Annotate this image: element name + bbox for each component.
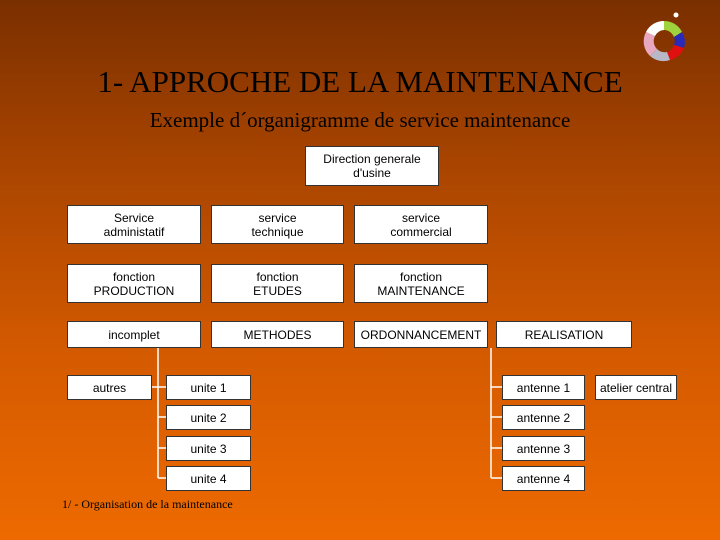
box-methodes: METHODES	[211, 321, 344, 348]
box-antenne-4: antenne 4	[502, 466, 585, 491]
box-incomplet: incomplet	[67, 321, 201, 348]
box-antenne-2: antenne 2	[502, 405, 585, 430]
box-unite-2: unite 2	[166, 405, 251, 430]
box-fonction-production: fonction PRODUCTION	[67, 264, 201, 303]
box-ordonnancement: ORDONNANCEMENT	[354, 321, 488, 348]
box-antenne-1: antenne 1	[502, 375, 585, 400]
box-service-administratif: Service administatif	[67, 205, 201, 244]
box-service-technique: service technique	[211, 205, 344, 244]
box-fonction-maintenance: fonction MAINTENANCE	[354, 264, 488, 303]
box-atelier-central: atelier central	[595, 375, 677, 400]
box-unite-4: unite 4	[166, 466, 251, 491]
box-fonction-etudes: fonction ETUDES	[211, 264, 344, 303]
slide-footer: 1/ - Organisation de la maintenance	[62, 497, 233, 511]
box-unite-1: unite 1	[166, 375, 251, 400]
box-antenne-3: antenne 3	[502, 436, 585, 461]
box-unite-3: unite 3	[166, 436, 251, 461]
box-autres: autres	[67, 375, 152, 400]
box-direction: Direction generale d'usine	[305, 146, 439, 186]
slide-subtitle: Exemple d´organigramme de service maintenance	[149, 108, 571, 132]
box-realisation: REALISATION	[496, 321, 632, 348]
slide-title: 1- APPROCHE DE LA MAINTENANCE	[97, 64, 623, 99]
box-service-commercial: service commercial	[354, 205, 488, 244]
